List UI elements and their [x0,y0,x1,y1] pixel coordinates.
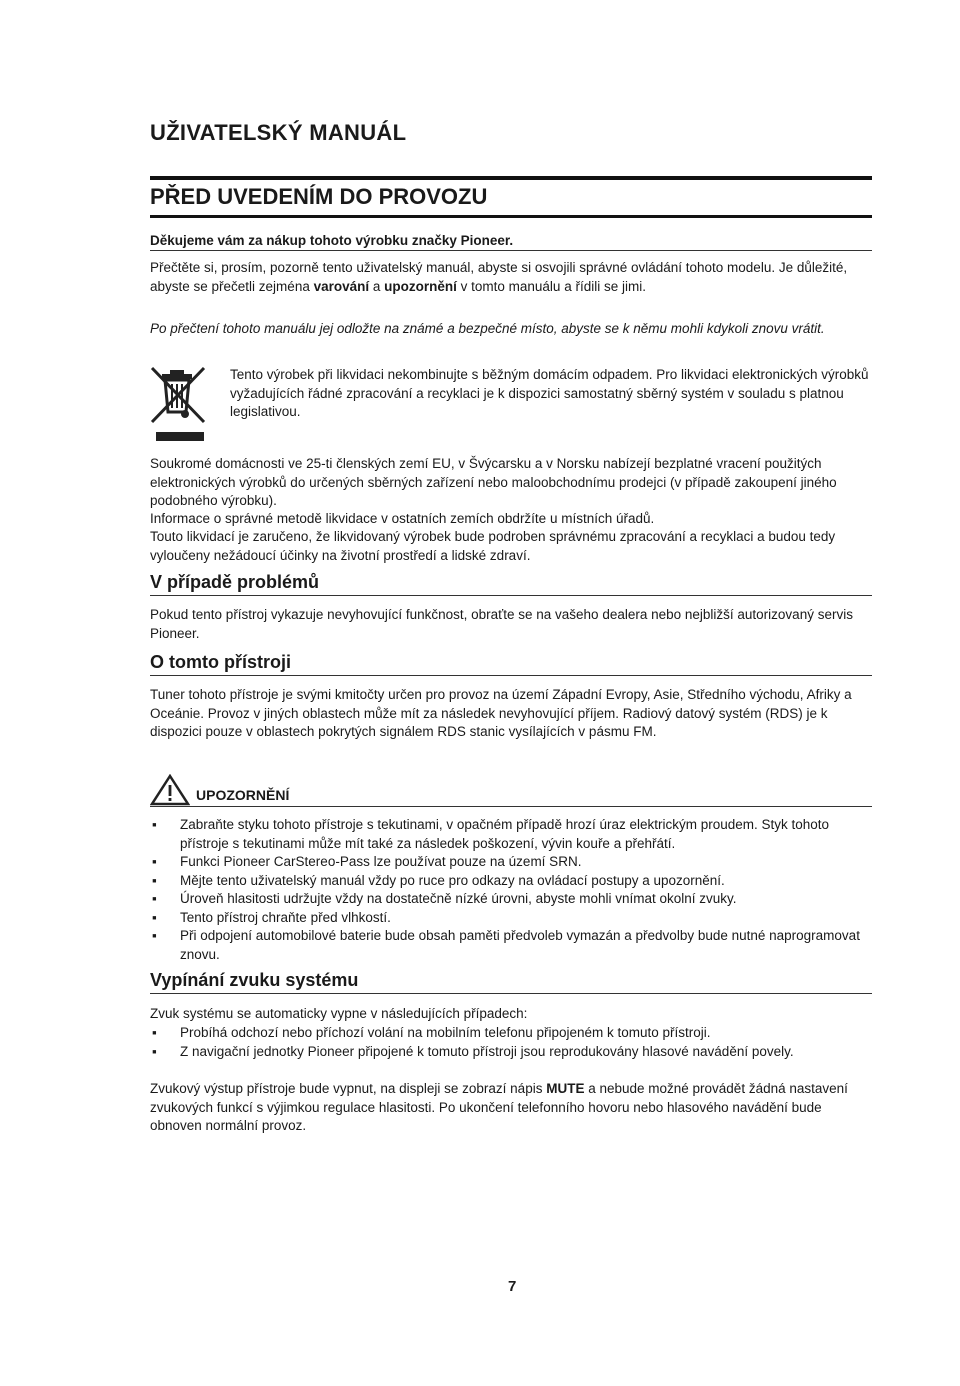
bullet-icon: ▪ [152,872,157,888]
weee-crossed-bin-icon [150,366,206,442]
bullet-icon: ▪ [152,817,157,832]
page-number: 7 [508,1278,517,1295]
read-instructions-paragraph: Přečtěte si, prosím, pozorně tento uživatelský manuál, abyste si osvojili správné ovládání tohoto modelu. Je důležité, abyste se přečetli zejména varování a upozornění v tomto manuálu a řídili se jimi. [150,260,848,294]
document-title: UŽIVATELSKÝ MANUÁL [150,120,407,145]
disposal-paragraph-1: Soukromé domácnosti ve 25-ti členských zemí EU, v Švýcarsku a v Norsku nabízejí bezplatné vracení použitých elektronických výrobků do určených sběrných zařízení nebo maloobchodnímu prodejci (v případě zakoupení jiného podobného výrobku). [150,456,837,508]
mute-item: ▪ Probíhá odchozí nebo příchozí volání na mobilním telefonu připojeném k tomuto přístroji. [150,1024,872,1043]
mute-label: MUTE [546,1081,585,1096]
caution-title: UPOZORNĚNÍ [196,787,290,803]
bullet-icon: ▪ [152,1043,157,1059]
thanks-line: Děkujeme vám za nákup tohoto výrobku značky Pioneer. [150,233,872,251]
bullet-icon: ▪ [152,909,157,925]
bullet-icon: ▪ [152,891,157,906]
about-device-paragraph: Tuner tohoto přístroje je svými kmitočty určen pro provoz na území Západní Evropy, Asie, Středního východu, Afriky a Oceánie. Provoz v jiných oblastech může mít za následek nevyhovující příjem. Radiový datový systém (RDS) je k dispozici pouze v oblastech pokrytých signálem RDS stanic vysílajících v pásmu FM. [150,687,852,739]
caution-header [150,774,872,807]
caution-item: ▪ Tento přístroj chraňte před vlhkostí. [150,909,872,928]
problems-paragraph: Pokud tento přístroj vykazuje nevyhovující funkčnost, obraťte se na vašeho dealera nebo nejbližší autorizovaný servis Pioneer. [150,607,853,641]
section-title: PŘED UVEDENÍM DO PROVOZU [150,176,872,218]
heading-system-mute: Vypínání zvuku systému [150,970,872,994]
mute-list [150,1024,872,1061]
caution-item: ▪ Úroveň hlasitosti udržujte vždy na dostatečně nízké úrovni, abyste mohli vnímat okolní zvuky. [150,890,872,909]
bullet-icon: ▪ [152,854,157,869]
heading-about-device: O tomto přístroji [150,652,872,676]
caution-item: ▪ Mějte tento uživatelský manuál vždy po ruce pro odkazy na ovládací postupy a upozornění. [150,872,872,891]
caution-item: ▪ Zabraňte styku tohoto přístroje s tekutinami, v opačném případě hrozí úraz elektrickým proudem. Styk tohoto přístroje s tekutinami může mít také za následek poškození, vývin kouře a přehřátí. [152,817,830,851]
disposal-paragraph-2: Informace o správné metodě likvidace v ostatních zemích obdržíte u místních úřadů. [150,511,655,526]
caution-item: ▪ Funkci Pioneer CarStereo-Pass lze používat pouze na území SRN. [150,853,872,872]
disposal-paragraph-3: Touto likvidací je zaručeno, že likvidovaný výrobek bude podroben správnému zpracování a recyklaci a budou tedy vyloučeny nežádoucí účinky na životní prostředí a lidské zdraví. [150,529,836,563]
heading-problems: V případě problémů [150,572,872,596]
disposal-notice: Tento výrobek při likvidaci nekombinujte s běžným domácím odpadem. Pro likvidaci elektronických výrobků vyžadujících řádné zpracování a recyklaci je k dispozici samostatný sběrný systém v souladu s platnou legislativou. [230,367,869,419]
emphasis-cautions: upozornění [384,278,457,294]
caution-item: ▪ Při odpojení automobilové baterie bude obsah paměti předvoleb vymazán a předvolby bude nutné naprogramovat znovu. [152,928,860,962]
mute-outro: Zvukový výstup přístroje bude vypnut, na displeji se zobrazí nápis MUTE a nebude možné provádět žádná nastavení zvukových funkcí s výjimkou regulace hlasitosti. Po ukončení telefonního hovoru nebo hlasového navádění bude obnoven normální provoz. [150,1081,848,1133]
mute-intro: Zvuk systému se automaticky vypne v následujících případech: [150,1006,528,1021]
keep-manual-paragraph: Po přečtení tohoto manuálu jej odložte na známé a bezpečné místo, abyste se k němu mohli kdykoli znovu vrátit. [150,321,825,336]
caution-list [150,816,872,964]
bullet-icon: ▪ [152,928,157,943]
emphasis-warnings: varování [313,278,370,294]
warning-triangle-icon [150,774,190,806]
bullet-icon: ▪ [152,1025,157,1040]
mute-item: ▪ Z navigační jednotky Pioneer připojené k tomuto přístroji jsou reprodukovány hlasové navádění povely. [150,1043,872,1062]
